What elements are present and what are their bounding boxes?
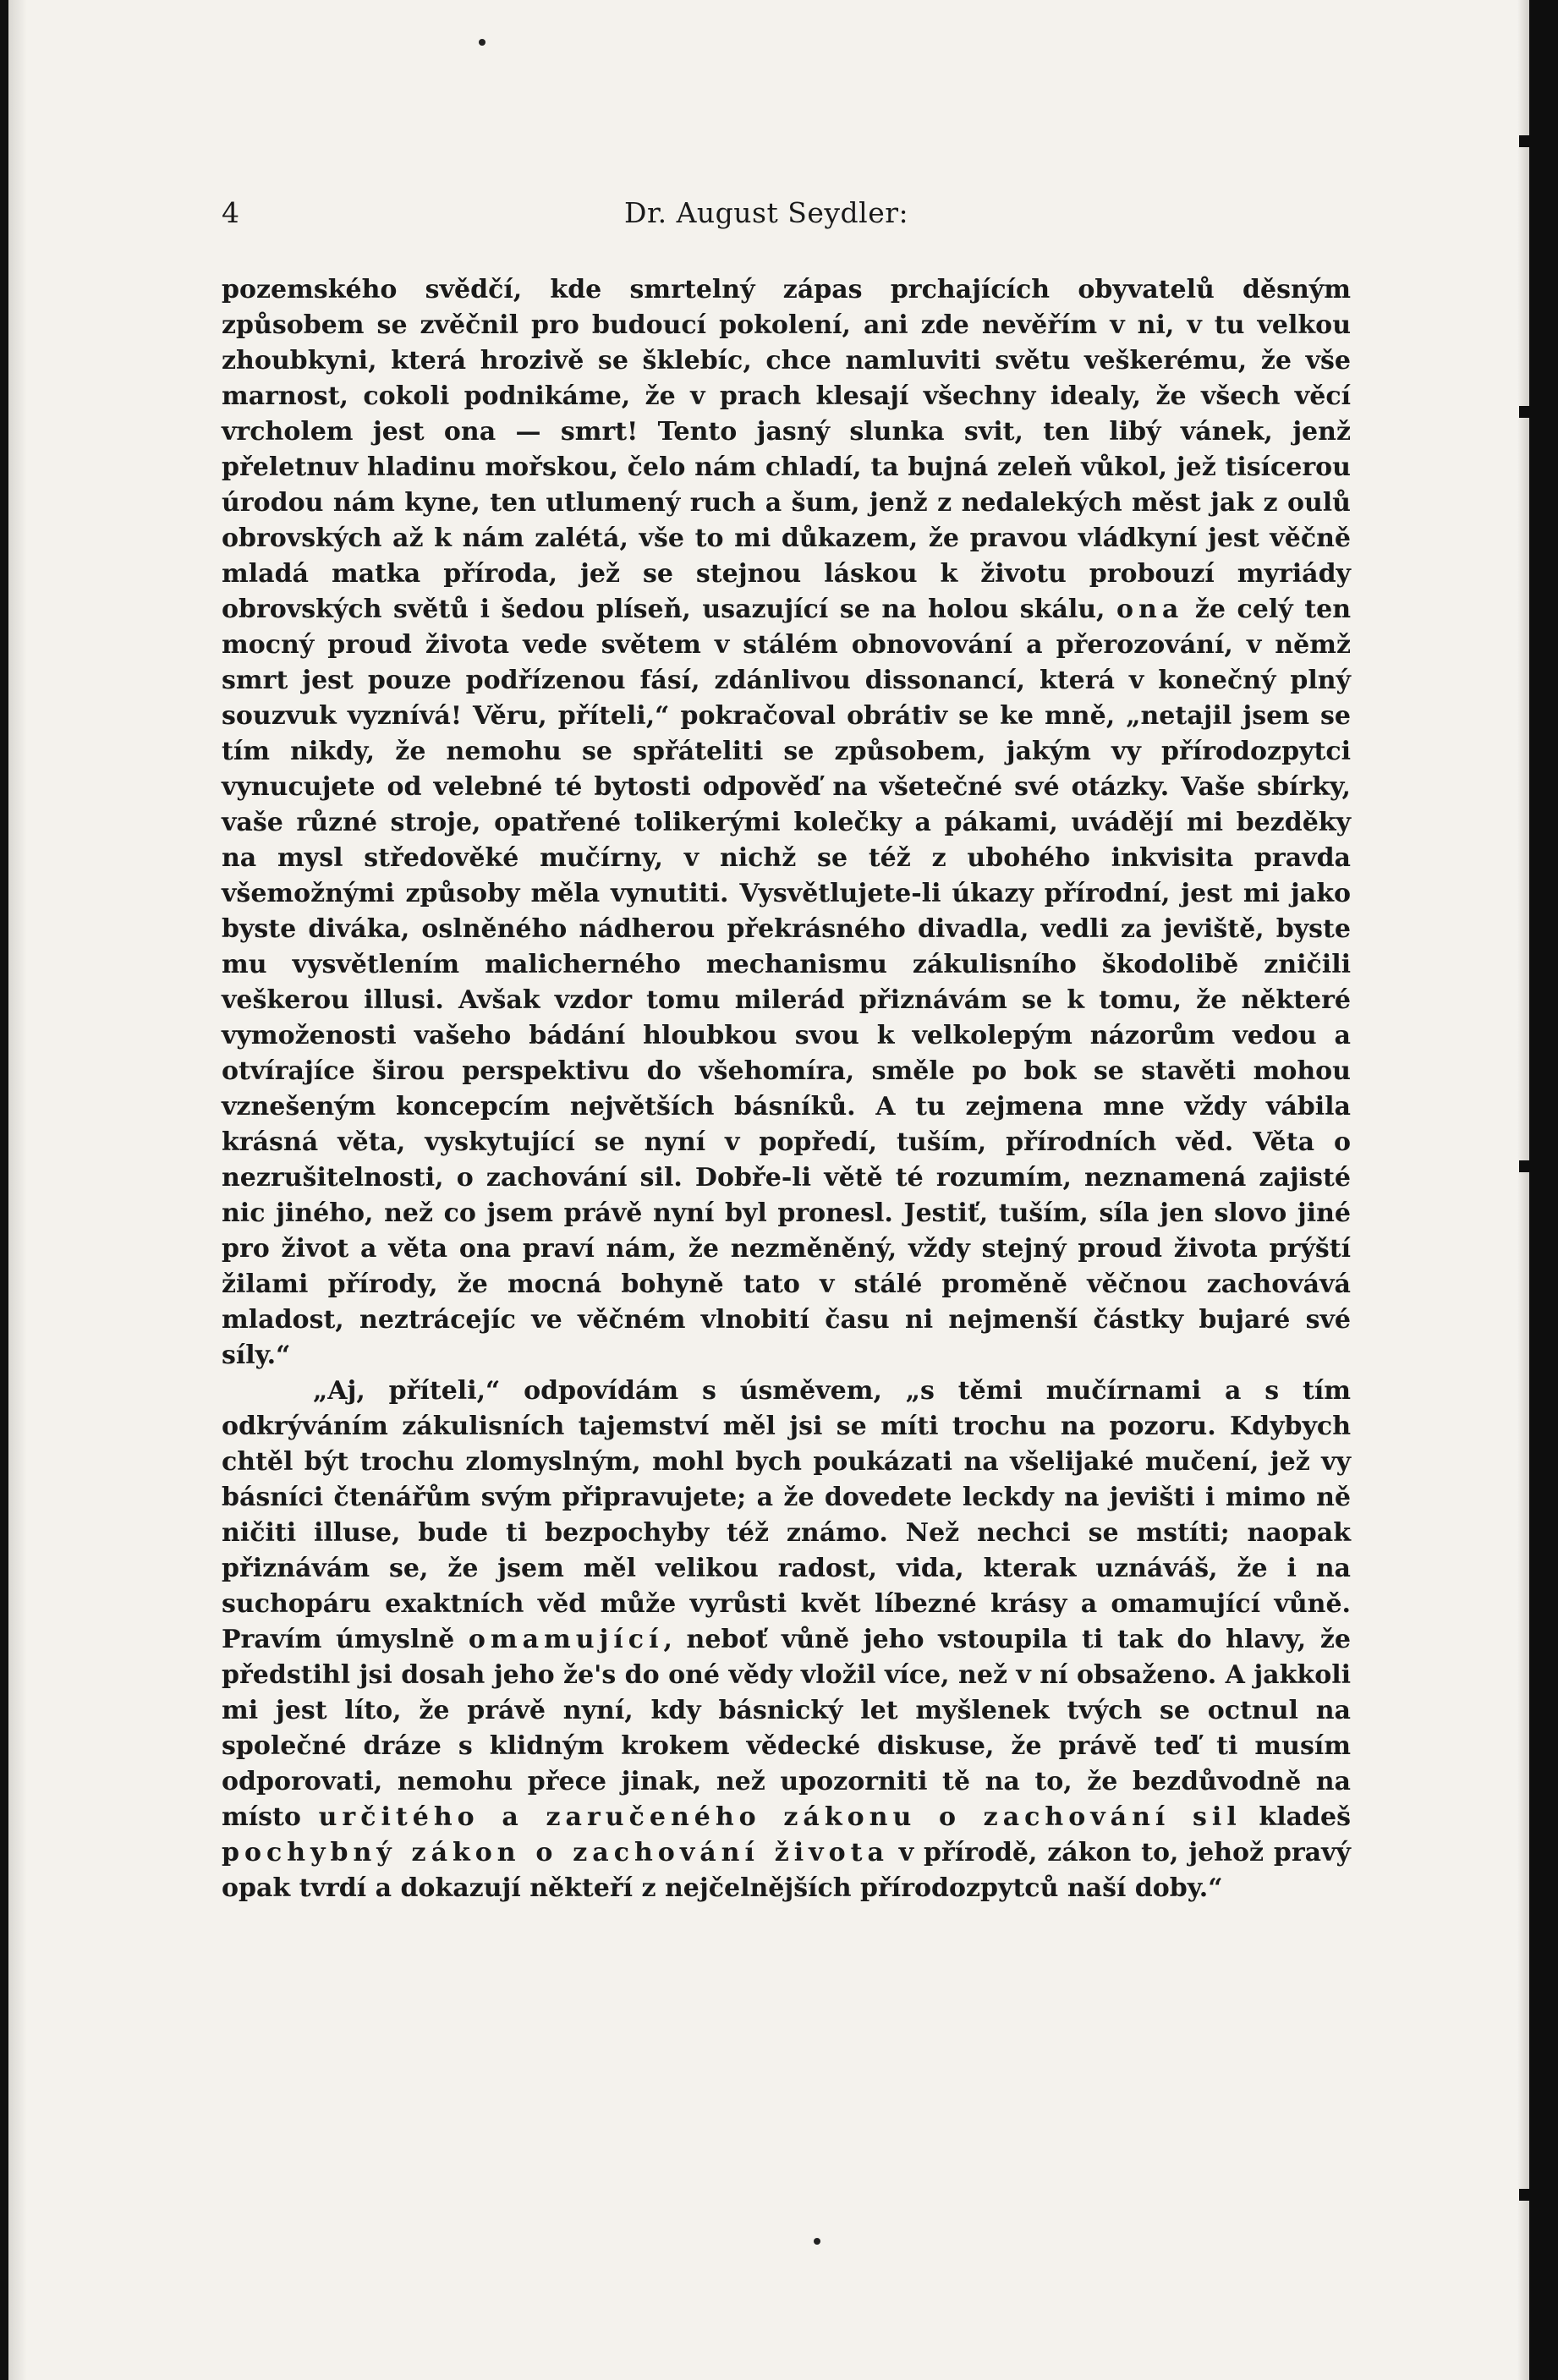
text-run: „Aj, příteli,“ odpovídám s úsměvem, „s těmi mučírnami a s tím odkrýváním zákulisních tajemství měl jsi se míti trochu na pozoru. Kdybych chtěl být trochu zlomyslným, mohl bych poukázati na všelijaké mučení, jež vy básníci čtenářům svým připravujete; a že dovedete leckdy na jevišti i mimo ně ničiti illuse, bude ti bezpochyby též známo. Než nechci se mstíti; naopak přiznávám se, že jsem měl velikou radost, vida, kterak uznáváš, že i na suchopáru exaktních věd může vyrůsti květ líbezné krásy a omamující vůně. Pravím úmyslně — [222, 1376, 1351, 1654]
scan-shadow-left — [8, 0, 27, 2380]
scan-mark — [1519, 2189, 1541, 2201]
text-run: v přírodě, zákon to, jehož pravý opak tvrdí a dokazují někteří z nejčelnějších přírodozpytců naší doby.“ — [222, 1838, 1351, 1903]
spaced-emphasis: omamující — [468, 1625, 664, 1654]
body-text — [222, 272, 1351, 1906]
text-run: že celý ten mocný proud života vede světem v stálém obnovování a přerozování, v němž smrt jest pouze podřízenou fásí, zdánlivou dissonancí, která v konečný plný souzvuk vyznívá! Věru, příteli,“ pokračoval obrátiv se ke mně, „netajil jsem se tím nikdy, že nemohu se spřáteliti se způsobem, jakým vy přírodozpytci vynucujete od velebné té bytosti odpověď na všetečné své otázky. Vaše sbírky, vaše různé stroje, opatřené tolikerými kolečky a pákami, uvádějí mi bezděky na mysl středověké mučírny, v nichž se též z ubohého inkvisita pravda všemožnými způsoby měla vynutiti. Vysvětlujete-li úkazy přírodní, jest mi jako byste diváka, oslněného nádherou překrásného divadla, vedli za jeviště, byste mu vysvětlením malicherného mechanismu zákulisního škodolibě zničili veškerou illusi. Avšak vzdor tomu milerád přiznávám se k tomu, že některé vymoženosti vašeho bádání hloubkou svou k velkolepým názorům vedou a otvírajíce širou perspektivu do všehomíra, směle po bok se stavěti mohou vznešeným koncepcím největších básníků. A tu zejmena mne vždy vábila krásná věta, vyskytující se nyní v popředí, tuším, přírodních věd. Věta o nezrušitelnosti, o zachování sil. Dobře-li větě té rozumím, neznamená zajisté nic jiného, než co jsem právě nyní byl pronesl. Jestiť, tuším, síla jen slovo jiné pro život a věta ona praví nám, že nezměněný, vždy stejný proud života prýští žilami přírody, že mocná bohyně tato v stálé proměně věčnou zachovává mladost, neztrácejíc ve věčném vlnobití času ni nejmenší částky bujaré své síly.“ — [222, 595, 1352, 1370]
spaced-emphasis: ona — [1116, 595, 1184, 624]
speck — [814, 2238, 820, 2245]
text-run: , neboť vůně jeho vstoupila ti tak do hlavy, že předstihl jsi dosah jeho že's do oné vědy vložil více, než v ní obsaženo. A jakkoli mi jest líto, že právě nyní, kdy básnický let myšlenek tvých se octnul na společné dráze s klidným krokem vědecké diskuse, že právě teď ti musím odporovati, nemohu přece jinak, než upozorniti tě na to, že bezdůvodně na místo — [222, 1625, 1351, 1832]
page-header — [222, 196, 1351, 239]
spaced-emphasis: pochybný zákon o zachování života — [222, 1838, 889, 1867]
page-number: 4 — [222, 196, 239, 229]
scan-mark — [1519, 406, 1541, 418]
scan-edge-right — [1529, 0, 1558, 2380]
speck — [479, 39, 486, 46]
text-run: kladeš — [1241, 1802, 1351, 1832]
scan-mark — [1519, 135, 1541, 147]
paragraph — [222, 272, 1351, 1374]
scan-mark — [1519, 1160, 1541, 1172]
paragraph — [222, 1374, 1351, 1906]
text-run: pozemského svědčí, kde smrtelný zápas prchajících obyvatelů děsným způsobem se zvěčnil pro budoucí pokolení, ani zde nevěřím v ni, v tu velkou zhoubkyni, která hrozivě se šklebíc, chce namluviti světu veškerému, že vše marnost, cokoli podnikáme, že v prach klesají všechny idealy, že všech věcí vrcholem jest ona — smrt! Tento jasný slunka svit, ten libý vánek, jenž přeletnuv hladinu mořskou, čelo nám chladí, ta bujná zeleň vůkol, jež tisícerou úrodou nám kyne, ten utlumený ruch a šum, jenž z nedalekých měst jak z oulů obrovských až k nám zalétá, vše to mi důkazem, že pravou vládkyní jest věčně mladá matka příroda, jež se stejnou láskou k životu probouzí myriády obrovských světů i šedou plíseň, usazující se na holou skálu, — [222, 275, 1351, 624]
running-head: Dr. August Seydler: — [624, 196, 909, 229]
scan-edge-left — [0, 0, 8, 2380]
scan-shadow-right — [1517, 0, 1529, 2380]
spaced-emphasis: určitého a zaručeného zákonu o zachování sil — [318, 1802, 1242, 1832]
